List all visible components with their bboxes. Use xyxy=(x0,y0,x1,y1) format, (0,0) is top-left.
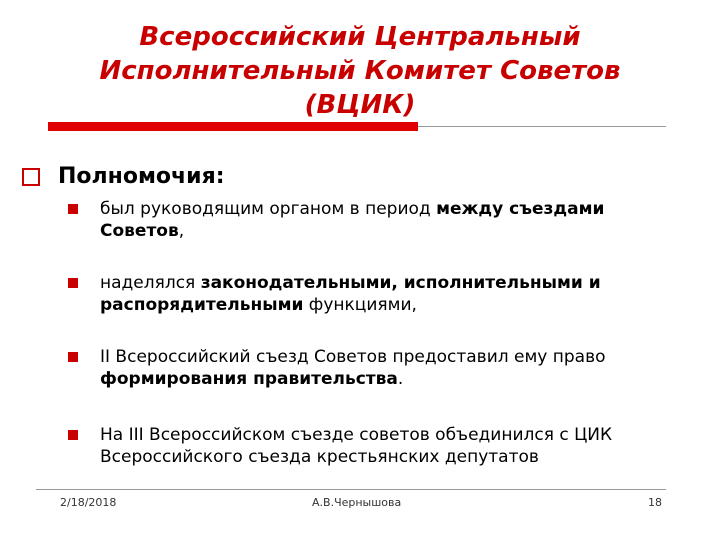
bullet-text: наделялся законодательными, исполнительными и распорядительными функциями, xyxy=(100,273,601,315)
square-bullet-icon xyxy=(68,430,78,440)
slide-title xyxy=(40,20,680,122)
square-bullet-icon xyxy=(68,278,78,288)
square-bullet-icon xyxy=(68,352,78,362)
title-accent-bar xyxy=(48,122,418,131)
hollow-square-bullet-icon xyxy=(22,168,40,186)
footer-page-number: 18 xyxy=(648,496,662,509)
title-line-3: (ВЦИК) xyxy=(304,90,416,120)
heading-text: Полномочия: xyxy=(58,164,225,189)
section-heading xyxy=(22,163,225,191)
bullet-text: На III Всероссийском съезде советов объединился с ЦИК Всероссийского съезда крестьянских депутатов xyxy=(100,425,613,467)
bullet-item-3 xyxy=(68,346,688,390)
square-bullet-icon xyxy=(68,204,78,214)
title-line-1: Всероссийский Центральный xyxy=(139,22,581,52)
bullet-text: II Всероссийский съезд Советов предоставил ему право формирования правительства. xyxy=(100,347,606,389)
title-line-2: Исполнительный Комитет Советов xyxy=(99,56,621,86)
bullet-text: был руководящим органом в период между съездами Советов, xyxy=(100,199,605,241)
bullet-item-1 xyxy=(68,198,688,242)
footer-divider xyxy=(36,489,666,490)
title-divider xyxy=(418,126,666,127)
footer-date: 2/18/2018 xyxy=(60,496,117,509)
footer-author: А.В.Чернышова xyxy=(312,496,402,509)
bullet-item-2 xyxy=(68,272,688,316)
bullet-item-4 xyxy=(68,424,688,468)
